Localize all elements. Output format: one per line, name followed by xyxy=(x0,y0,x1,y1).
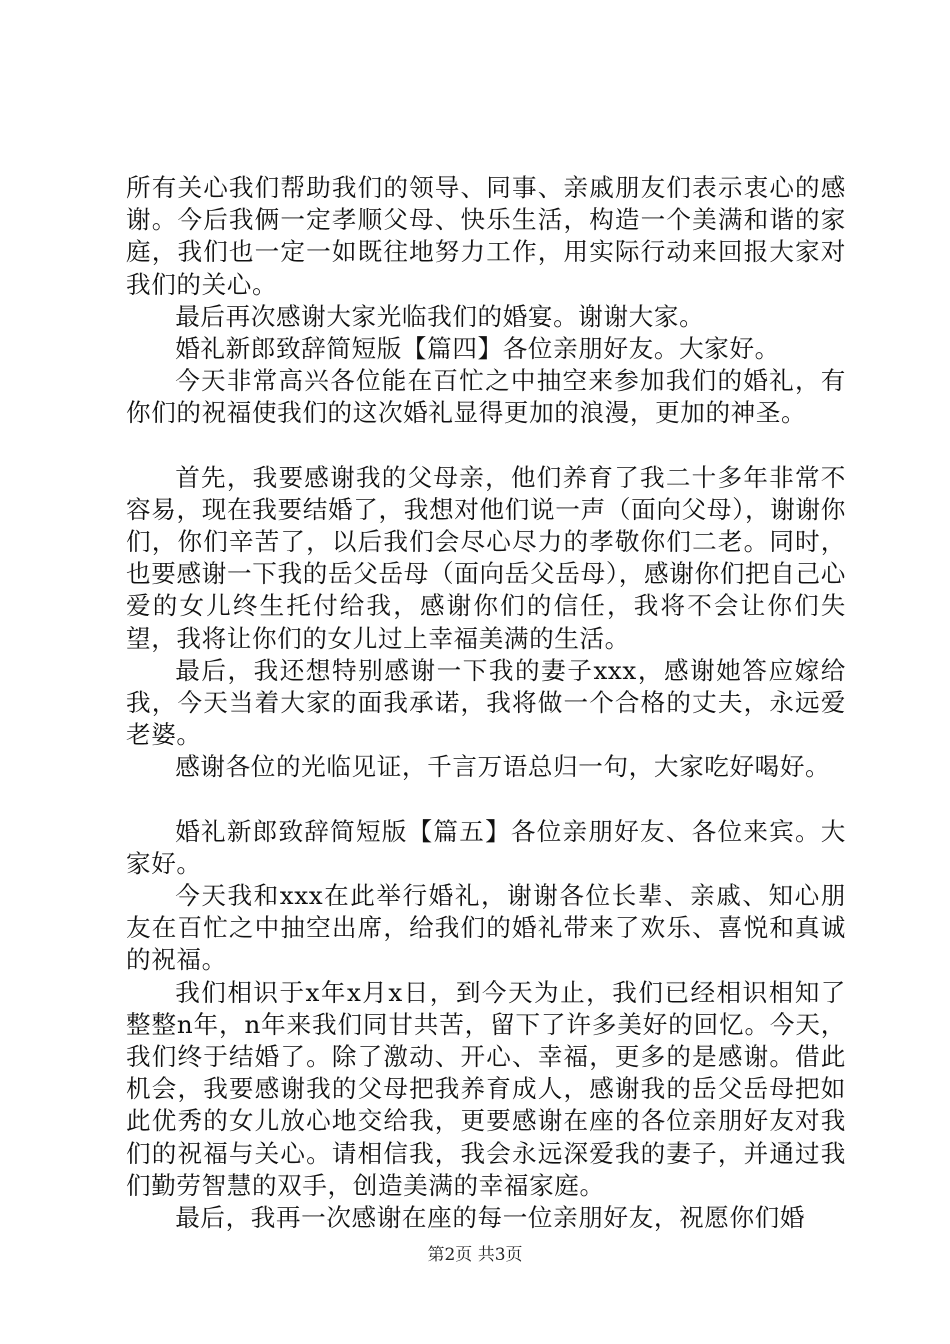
paragraph: 最后，我还想特别感谢一下我的妻子xxx，感谢她答应嫁给我，今天当着大家的面我承诺，我将做一个合格的丈夫，永远爱老婆。 xyxy=(126,655,846,750)
paragraph: 今天非常高兴各位能在百忙之中抽空来参加我们的婚礼，有你们的祝福使我们的这次婚礼显得更加的浪漫，更加的神圣。 xyxy=(126,366,846,428)
document-body xyxy=(126,172,846,1234)
paragraph: 所有关心我们帮助我们的领导、同事、亲戚朋友们表示衷心的感谢。今后我俩一定孝顺父母、快乐生活，构造一个美满和谐的家庭，我们也一定一如既往地努力工作，用实际行动来回报大家对我们的关心。 xyxy=(126,173,846,299)
paragraph: 首先，我要感谢我的父母亲，他们养育了我二十多年非常不容易，现在我要结婚了，我想对他们说一声（面向父母），谢谢你们，你们辛苦了，以后我们会尽心尽力的孝敬你们二老。同时，也要感谢一下我的岳父岳母（面向岳父岳母），感谢你们把自己心爱的女儿终生托付给我，感谢你们的信任，我将不会让你们失望，我将让你们的女儿过上幸福美满的生活。 xyxy=(126,462,846,653)
paragraph: 最后再次感谢大家光临我们的婚宴。谢谢大家。 xyxy=(175,301,705,331)
paragraph: 最后，我再一次感谢在座的每一位亲朋好友，祝愿你们婚 xyxy=(175,1203,806,1233)
page-number-footer: 第2页 共3页 xyxy=(427,1245,523,1265)
section-heading-paragraph: 婚礼新郎致辞简短版【篇四】各位亲朋好友。大家好。 xyxy=(175,334,780,364)
paragraph: 感谢各位的光临见证，千言万语总归一句，大家吃好喝好。 xyxy=(175,752,831,782)
section-heading-paragraph: 婚礼新郎致辞简短版【篇五】各位亲朋好友、各位来宾。大家好。 xyxy=(126,816,846,878)
paragraph: 今天我和xxx在此举行婚礼，谢谢各位长辈、亲戚、知心朋友在百忙之中抽空出席，给我们的婚礼带来了欢乐、喜悦和真诚的祝福。 xyxy=(126,881,846,975)
paragraph: 我们相识于x年x月x日，到今天为止，我们已经相识相知了整整n年，n年来我们同甘共苦，留下了许多美好的回忆。今天，我们终于结婚了。除了激动、开心、幸福，更多的是感谢。借此机会，我要感谢我的父母把我养育成人，感谢我的岳父岳母把如此优秀的女儿放心地交给我，更要感谢在座的各位亲朋好友对我们的祝福与关心。请相信我，我会永远深爱我的妻子，并通过我们勤劳智慧的双手，创造美满的幸福家庭。 xyxy=(126,977,846,1200)
